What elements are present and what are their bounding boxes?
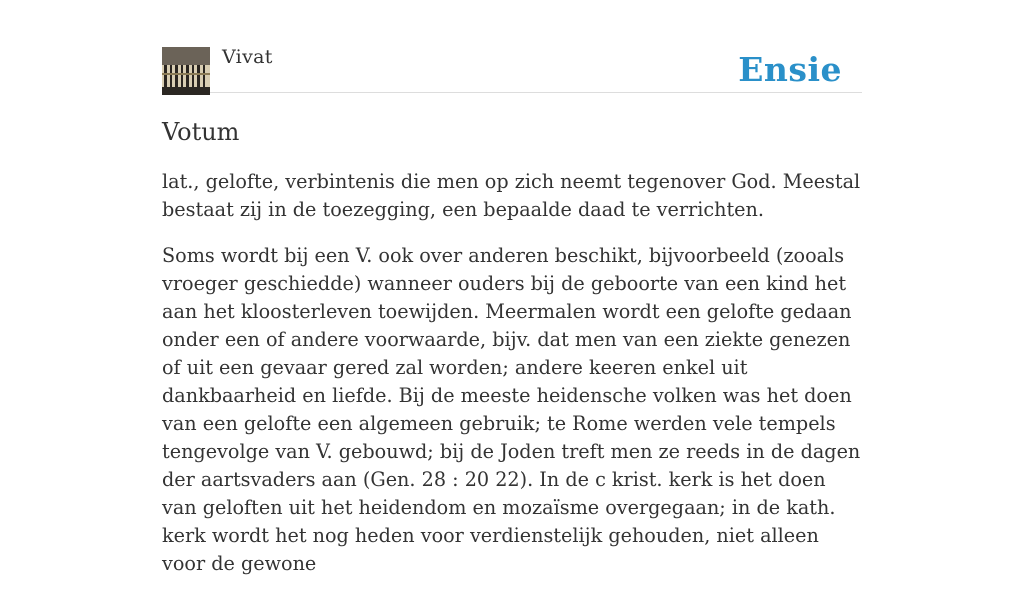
page-title: Votum: [162, 118, 240, 146]
book-spines-avatar-icon: [162, 47, 210, 95]
paragraph: Soms wordt bij een V. ook over anderen beschikt, bijvoorbeeld (zooals vroeger geschiedde) wanneer ouders bij de geboorte van een kind het aan het kloosterleven toewijden. Meermalen wordt een gelofte gedaan onder een of andere voorwaarde, bijv. dat men van een ziekte genezen of uit een gevaar gered zal worden; andere keeren enkel uit dankbaarheid en liefde. Bij de meeste heidensche volken was het doen van een gelofte een algemeen gebruik; te Rome werden vele tempels tengevolge van V. gebouwd; bij de Joden treft men ze reeds in de dagen der aartsvaders aan (Gen. 28 : 20 22). In de c krist. kerk is het doen van geloften uit het heidendom en mozaïsme overgegaan; in de kath. kerk wordt het nog heden voor verdienstelijk gehouden, niet alleen voor de gewone: [162, 244, 861, 575]
paragraph: lat., gelofte, verbintenis die men op zich neemt tegenover God. Meestal bestaat zij in de toezegging, een bepaalde daad te verrichten.: [162, 170, 861, 221]
header: [162, 0, 862, 93]
site-logo[interactable]: Ensie: [738, 50, 842, 89]
avatar[interactable]: [162, 47, 210, 95]
article-body: [162, 168, 862, 578]
article-page: [162, 0, 862, 596]
author-name[interactable]: Vivat: [222, 46, 273, 68]
